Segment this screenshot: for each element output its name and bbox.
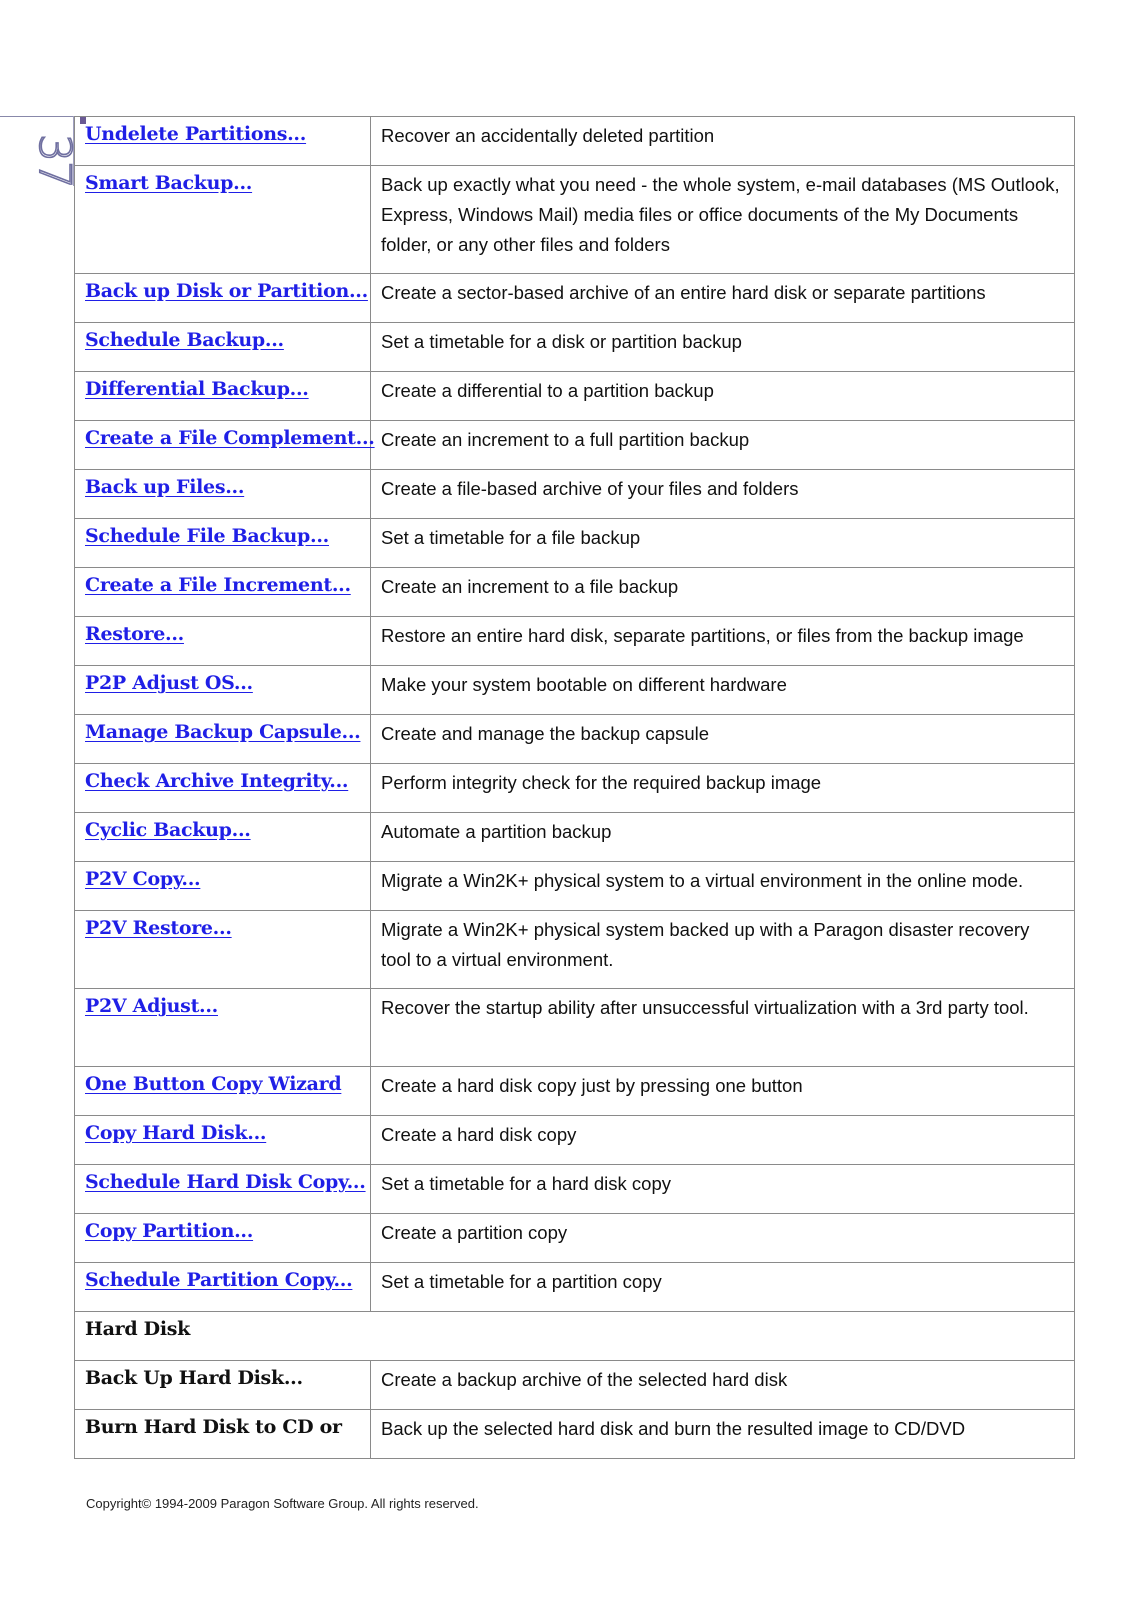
command-link-differential-backup[interactable]: Differential Backup... [85, 378, 309, 400]
command-description: Create an increment to a file backup [381, 576, 679, 597]
command-description: Set a timetable for a file backup [381, 527, 641, 548]
description-cell [371, 323, 1075, 372]
page-header-rule [0, 116, 80, 117]
table-row [75, 372, 1075, 421]
description-cell [371, 117, 1075, 166]
description-cell [371, 1116, 1075, 1165]
table-row [75, 989, 1075, 1067]
table-row [75, 274, 1075, 323]
table-row [75, 323, 1075, 372]
command-cell [75, 666, 371, 715]
table-row [75, 764, 1075, 813]
command-cell [75, 764, 371, 813]
table-row [75, 519, 1075, 568]
command-cell [75, 989, 371, 1067]
commands-table [74, 116, 1075, 1459]
description-cell [371, 519, 1075, 568]
description-cell [371, 274, 1075, 323]
description-cell [371, 617, 1075, 666]
command-cell [75, 470, 371, 519]
description-cell [371, 1263, 1075, 1312]
command-link-schedule-file-backup[interactable]: Schedule File Backup... [85, 525, 329, 547]
command-link-back-up-disk-or-partition[interactable]: Back up Disk or Partition... [85, 280, 368, 302]
command-cell [75, 519, 371, 568]
command-description: Create a hard disk copy [381, 1124, 577, 1145]
command-cell [75, 1361, 371, 1410]
table-row [75, 1263, 1075, 1312]
table-row [75, 568, 1075, 617]
table-row [75, 911, 1075, 989]
table-row [75, 421, 1075, 470]
command-description: Migrate a Win2K+ physical system to a virtual environment in the online mode. [381, 870, 1024, 891]
command-cell [75, 372, 371, 421]
command-link-schedule-partition-copy[interactable]: Schedule Partition Copy... [85, 1269, 353, 1291]
table-row [75, 715, 1075, 764]
command-description: Back up exactly what you need - the whole system, e-mail databases (MS Outlook, Express, Windows Mail) media files or office documents of the My Documents folder, or any other files and folders [381, 174, 1060, 255]
command-cell [75, 1067, 371, 1116]
command-cell [75, 1165, 371, 1214]
description-cell [371, 1214, 1075, 1263]
description-cell [371, 421, 1075, 470]
table-row [75, 1165, 1075, 1214]
command-cell [75, 862, 371, 911]
table-row [75, 813, 1075, 862]
table-row [75, 117, 1075, 166]
table-row [75, 617, 1075, 666]
command-link-cyclic-backup[interactable]: Cyclic Backup... [85, 819, 251, 841]
command-description: Create and manage the backup capsule [381, 723, 710, 744]
description-cell [371, 989, 1075, 1067]
command-name: Burn Hard Disk to CD or [85, 1416, 342, 1438]
command-link-schedule-hard-disk-copy[interactable]: Schedule Hard Disk Copy... [85, 1171, 366, 1193]
table-row [75, 1067, 1075, 1116]
table-row [75, 862, 1075, 911]
command-description: Create a file-based archive of your files and folders [381, 478, 799, 499]
description-cell [371, 666, 1075, 715]
description-cell [371, 470, 1075, 519]
description-cell [371, 1165, 1075, 1214]
command-link-copy-partition[interactable]: Copy Partition... [85, 1220, 254, 1242]
command-cell [75, 274, 371, 323]
description-cell [371, 568, 1075, 617]
description-cell [371, 1067, 1075, 1116]
command-description: Perform integrity check for the required backup image [381, 772, 822, 793]
command-description: Create a sector-based archive of an entire hard disk or separate partitions [381, 282, 986, 303]
table-row [75, 1214, 1075, 1263]
command-link-p2v-adjust[interactable]: P2V Adjust... [85, 995, 218, 1017]
command-description: Restore an entire hard disk, separate partitions, or files from the backup image [381, 625, 1024, 646]
command-link-create-file-increment[interactable]: Create a File Increment... [85, 574, 351, 596]
command-description: Create a hard disk copy just by pressing one button [381, 1075, 803, 1096]
description-cell [371, 1410, 1075, 1459]
command-cell [75, 813, 371, 862]
description-cell [371, 372, 1075, 421]
page-number: 37 [29, 134, 81, 188]
command-description: Create a partition copy [381, 1222, 568, 1243]
command-description: Migrate a Win2K+ physical system backed up with a Paragon disaster recovery tool to a virtual environment. [381, 919, 1030, 970]
command-cell [75, 911, 371, 989]
table-row [75, 666, 1075, 715]
table-row [75, 1410, 1075, 1459]
command-cell [75, 421, 375, 470]
section-header-row [75, 1312, 1075, 1361]
command-link-schedule-backup[interactable]: Schedule Backup... [85, 329, 284, 351]
command-description: Create an increment to a full partition backup [381, 429, 750, 450]
table-row [75, 470, 1075, 519]
command-cell [75, 1410, 371, 1459]
command-cell [75, 1116, 371, 1165]
command-link-back-up-files[interactable]: Back up Files... [85, 476, 245, 498]
command-link-create-file-complement[interactable]: Create a File Complement... [85, 427, 375, 449]
table-row [75, 166, 1075, 274]
description-cell [371, 1361, 1075, 1410]
section-header-cell [75, 1312, 1075, 1361]
description-cell [371, 166, 1075, 274]
command-description: Recover the startup ability after unsuccessful virtualization with a 3rd party tool. [381, 997, 1029, 1018]
command-description: Back up the selected hard disk and burn the resulted image to CD/DVD [381, 1418, 966, 1439]
command-cell [75, 1263, 371, 1312]
command-cell [75, 1214, 371, 1263]
command-cell [75, 617, 371, 666]
command-description: Recover an accidentally deleted partition [381, 125, 715, 146]
description-cell [371, 813, 1075, 862]
command-cell [75, 568, 371, 617]
description-cell [371, 911, 1075, 989]
command-cell [75, 323, 371, 372]
command-link-manage-backup-capsule[interactable]: Manage Backup Capsule... [85, 721, 361, 743]
description-cell [371, 862, 1075, 911]
command-link-undelete-partitions[interactable]: Undelete Partitions... [85, 123, 307, 145]
command-link-p2p-adjust-os[interactable]: P2P Adjust OS... [85, 672, 253, 694]
command-description: Set a timetable for a partition copy [381, 1271, 662, 1292]
command-description: Create a backup archive of the selected hard disk [381, 1369, 788, 1390]
command-description: Set a timetable for a hard disk copy [381, 1173, 671, 1194]
command-link-smart-backup[interactable]: Smart Backup... [85, 172, 253, 194]
command-name: Back Up Hard Disk... [85, 1367, 303, 1389]
command-link-restore[interactable]: Restore... [85, 623, 184, 645]
command-cell [75, 166, 371, 274]
table-row [75, 1116, 1075, 1165]
command-link-p2v-copy[interactable]: P2V Copy... [85, 868, 201, 890]
command-link-p2v-restore[interactable]: P2V Restore... [85, 917, 232, 939]
command-description: Make your system bootable on different hardware [381, 674, 787, 695]
command-link-check-archive-integrity[interactable]: Check Archive Integrity... [85, 770, 349, 792]
command-link-copy-hard-disk[interactable]: Copy Hard Disk... [85, 1122, 267, 1144]
footer-copyright: Copyright© 1994-2009 Paragon Software Group. All rights reserved. [86, 1496, 479, 1511]
command-description: Automate a partition backup [381, 821, 612, 842]
description-cell [371, 764, 1075, 813]
section-title: Hard Disk [85, 1318, 191, 1340]
table-row [75, 1361, 1075, 1410]
command-link-one-button-copy-wizard[interactable]: One Button Copy Wizard [85, 1073, 342, 1095]
command-description: Set a timetable for a disk or partition backup [381, 331, 742, 352]
description-cell [371, 715, 1075, 764]
command-cell [75, 117, 371, 166]
command-description: Create a differential to a partition backup [381, 380, 714, 401]
command-cell [75, 715, 371, 764]
